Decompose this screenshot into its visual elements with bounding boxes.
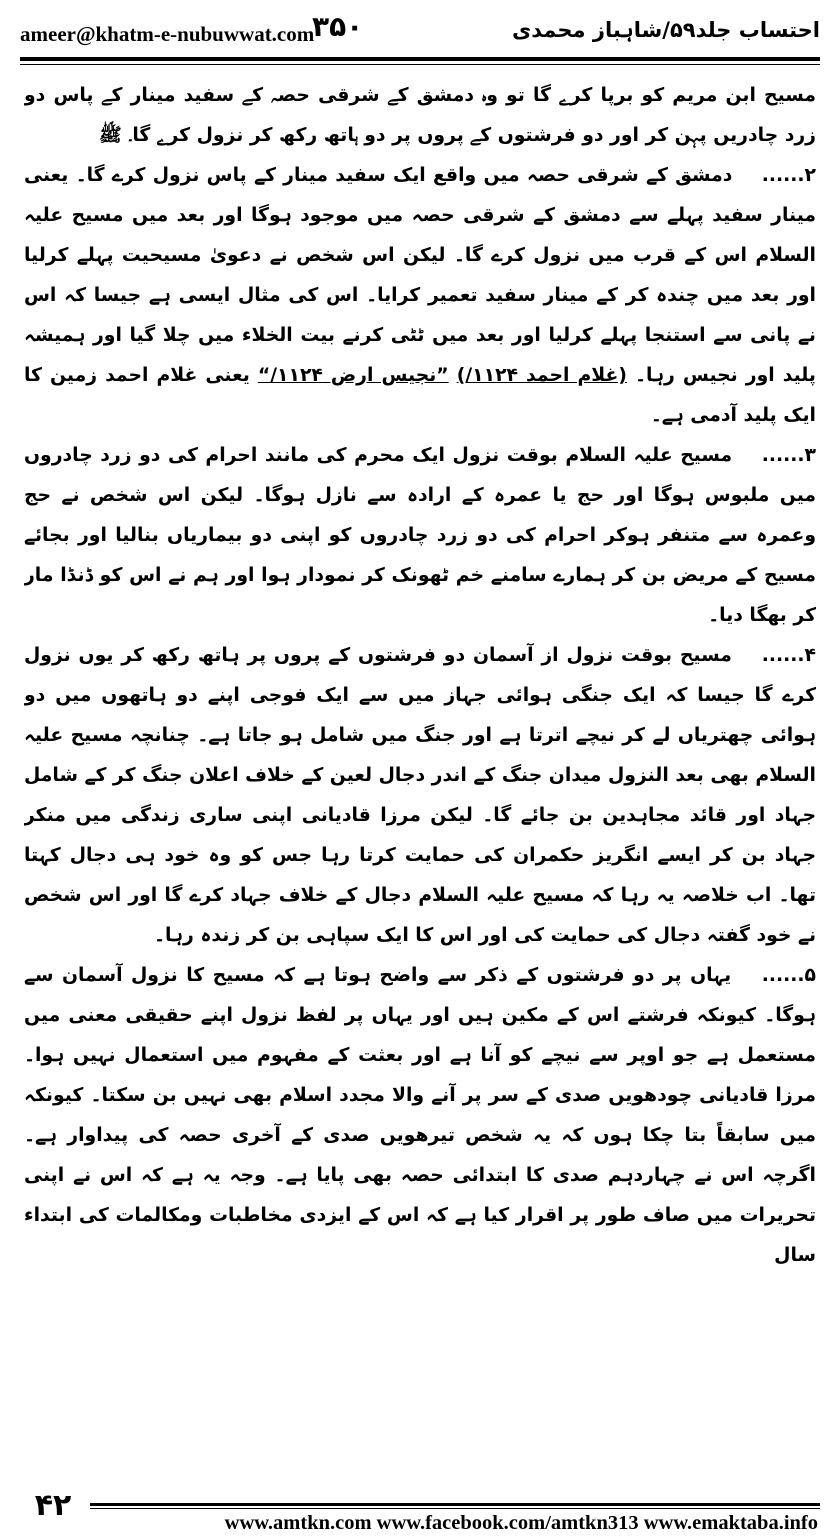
- header-rule: [20, 57, 820, 61]
- paragraph-number: ۵......: [761, 965, 816, 986]
- paragraph-text-tail: یعنی غلام احمد زمین کا ایک پلید آدمی ہے۔: [24, 365, 816, 426]
- page-body: [24, 76, 816, 1471]
- paragraph-5: [24, 956, 816, 1276]
- reference-citation: ”نجیس ارض ۱۱۲۴/“: [257, 365, 449, 386]
- paragraph-number: ۳......: [761, 445, 816, 466]
- header-book-title: احتساب جلد۵۹/شاہباز محمدی: [511, 18, 820, 42]
- reference-citation: (غلام احمد ۱۱۲۴/): [456, 365, 627, 386]
- footer-rule-thin: [90, 1508, 820, 1509]
- paragraph-text: مسیح علیہ السلام بوقت نزول ایک محرم کی مانند احرام کی دو زرد چادروں میں ملبوس ہوگا اور حج یا عمرہ کے ارادہ سے نازل ہوگا۔ لیکن اس شخص نے حج وعمرہ سے متنفر ہوکر احرام کی دو زرد چادروں کو اپنی دو بیماریاں بنالیا اور بجائے مسیح کے مریض بن کر ہمارے سامنے خم ٹھونک کر نمودار ہوا اور ہم نے اس کو ڈنڈا مار کر بھگا دیا۔: [24, 445, 816, 626]
- paragraph-text: یہاں پر دو فرشتوں کے ذکر سے واضح ہوتا ہے کہ مسیح کا نزول آسمان سے ہوگا۔ کیونکہ فرشتے اس کے مکین ہیں اور یہاں پر لفظ نزول اپنے حقیقی معنی میں مستعمل ہے جو اوپر سے نیچے کو آنا ہے اور بعثت کے مفہوم میں استعمال نہیں ہوا۔ مرزا قادیانی چودھویں صدی کے سر پر آنے والا مجدد اسلام بھی نہیں بن سکتا۔ کیونکہ میں سابقاً بتا چکا ہوں کہ یہ شخص تیرھویں صدی کے آخری حصہ کی پیداوار ہے۔ اگرچہ اس نے چہاردہم صدی کا ابتدائی حصہ بھی پایا ہے۔ وجہ یہ ہے کہ اس نے اپنی تحریرات میں صاف طور پر اقرار کیا ہے کہ اس کے ایزدی مخاطبات ومکالمات کی ابتداء سال: [24, 965, 816, 1266]
- paragraph-number: ۲......: [761, 165, 816, 186]
- header-email: ameer@khatm-e-nubuwwat.com: [20, 22, 315, 46]
- footer-page-number: ۴۲: [34, 1488, 72, 1523]
- header-rule-thin: [20, 64, 820, 65]
- paragraph-text: مسیح بوقت نزول از آسمان دو فرشتوں کے پروں پر ہاتھ رکھ کر یوں نزول کرے گا جیسا کہ ایک جنگی ہوائی جہاز میں سے ایک فوجی اپنے دو ہاتھوں میں دو ہوائی چھتریاں لے کر نیچے اترتا ہے اور جنگ میں شامل ہو جاتا ہے۔ چنانچہ مسیح علیہ السلام بھی بعد النزول میدان جنگ کے اندر دجال لعین کے خلاف اعلان جنگ کر کے شامل جہاد اور قائد مجاہدین بن جائے گا۔ لیکن مرزا قادیانی اپنی ساری زندگی میں منکر جہاد بن کر ایسے انگریز حکمران کی حمایت کرتا رہا جس کو وہ خود ہی دجال کہتا تھا۔ اب خلاصہ یہ رہا کہ مسیح علیہ السلام دجال کے خلاف جہاد کرے گا اور اس شخص نے خود گفتہ دجال کی حمایت کی اور اس کا ایک سپاہی بن کر زندہ رہا۔: [24, 645, 816, 946]
- paragraph-4: [24, 636, 816, 956]
- paragraph-1: [24, 76, 816, 156]
- footer-rule: [90, 1503, 820, 1506]
- header-page-number: ۳۵۰: [312, 10, 364, 43]
- footer-website-links[interactable]: www.amtkn.com www.facebook.com/amtkn313 www.emaktaba.info: [224, 1512, 818, 1534]
- page-header: [20, 8, 820, 58]
- paragraph-2: [24, 156, 816, 436]
- paragraph-3: [24, 436, 816, 636]
- paragraph-text: مسیح ابن مریم کو برپا کرے گا تو وہ دمشق کے شرقی حصہ کے سفید مینار کے پاس دو زرد چادریں پہن کر اور دو فرشتوں کے پروں پر دو ہاتھ رکھ کر نزول کرے گا۔ ﷺ: [24, 85, 816, 146]
- paragraph-text: دمشق کے شرقی حصہ میں واقع ایک سفید مینار کے پاس نزول کرے گا۔ یعنی مینار سفید پہلے سے دمشق کے شرقی حصہ میں موجود ہوگا اور بعد میں مسیح علیہ السلام اس کے قرب میں نزول کرے گا۔ لیکن اس شخص نے دعویٰ مسیحیت پہلے کرلیا اور بعد میں چندہ کر کے مینار سفید تعمیر کرایا۔ اس کی مثال ایسی ہے جیسا کہ اس نے پانی سے استنجا پہلے کرلیا اور بعد میں ٹٹی کرنے بیت الخلاء میں چلا گیا اور ہمیشہ پلید اور نجیس رہا۔: [24, 165, 816, 386]
- paragraph-number: ۴......: [761, 645, 816, 666]
